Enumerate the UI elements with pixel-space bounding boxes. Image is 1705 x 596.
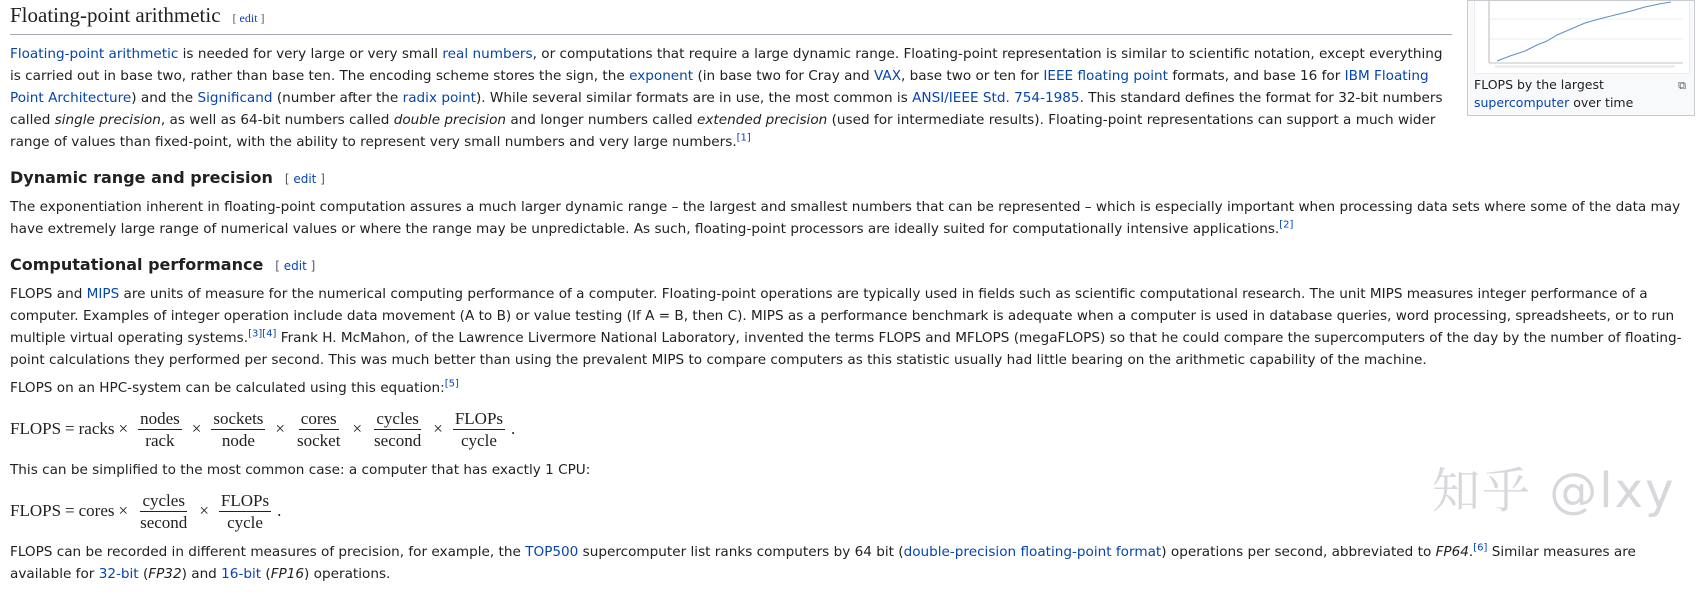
thumbnail-caption: FLOPS by the largest supercomputer over time	[1474, 77, 1634, 110]
paragraph-equation-intro: FLOPS on an HPC-system can be calculated using this equation:[5]	[10, 378, 459, 396]
ref-5[interactable]: [5]	[444, 378, 459, 390]
edit-link[interactable]: edit	[283, 259, 307, 273]
ibm-link[interactable]: IBM Floating Point Architecture	[10, 68, 1429, 106]
radix-link[interactable]: radix point	[402, 90, 476, 106]
ref-2[interactable]: [2]	[1279, 219, 1294, 231]
ieee-link[interactable]: IEEE floating point	[1043, 68, 1168, 84]
ansi-link[interactable]: ANSI/IEEE Std. 754-1985	[912, 90, 1080, 106]
32bit-link[interactable]: 32-bit	[98, 566, 139, 582]
heading-performance: Computational performance [ edit ]	[10, 255, 316, 274]
fpa-link[interactable]: Floating-point arithmetic	[10, 46, 179, 62]
paragraph-performance: FLOPS and MIPS are units of measure for the numerical computing performance of a computer. Floating-point operations are typically used in fields such as scientific computational research. The unit MIPS measures integer performance of a computer. Examples of integer operation include data movement (A to B) or value testing (If A = B, then C). MIPS as a performance benchmark is adequate when a computer is used in database queries, word processing, spreadsheets, or to run multiple virtual operating systems.[3][4] Frank H. McMahon, of the Lawrence Livermore National Laboratory, invented the terms FLOPS and MFLOPS (megaFLOPS) so that he could compare the supercomputers of the day by the number of floating-point calculations they performed per second. This was much better than using the prevalent MIPS to compare computers as this statistic usually had little bearing on the arithmetic capability of the machine.	[10, 286, 1682, 368]
edit-link[interactable]: edit	[239, 11, 258, 25]
top500-link[interactable]: TOP500	[525, 544, 579, 560]
heading-dynamic-range: Dynamic range and precision [ edit ]	[10, 168, 325, 187]
flops-equation-full: FLOPS = racks × $\frac{\text{nodes}}{\text{rack}}$ × $\frac{\text{sockets}}{\text{node}}$ × $\frac{\text{cores}}{\text{socket}}$ × $\frac{\text{cycles}}{\text{second}}$ × $\frac{\text{FLOPs}}{\text{cycle}}$ .	[10, 408, 516, 450]
watermark: 知乎 @lxy	[1432, 463, 1676, 519]
section-heading: Floating-point arithmetic [ edit ]	[10, 2, 1452, 35]
paragraph-simplified: This can be simplified to the most common case: a computer that has exactly 1 CPU:	[10, 462, 591, 478]
exponent-link[interactable]: exponent	[629, 68, 694, 84]
mips-link[interactable]: MIPS	[86, 286, 120, 302]
paragraph-precision: FLOPS can be recorded in different measures of precision, for example, the TOP500 supercomputer list ranks computers by 64 bit (double-precision floating-point format) operations per second, abbreviated to FP64.[6] Similar measures are available for 32-bit (FP32) and 16-bit (FP16) operations.	[10, 542, 1636, 582]
ref-1[interactable]: [1]	[736, 132, 751, 144]
magnify-icon[interactable]: ⧉	[1678, 79, 1686, 92]
real-numbers-link[interactable]: real numbers	[442, 46, 533, 62]
flops-equation-simple: FLOPS = cores × $\frac{\text{cycles}}{\text{second}}$ × $\frac{\text{FLOPs}}{\text{cycle}}$ .	[10, 490, 282, 532]
ref-6[interactable]: [6]	[1473, 542, 1488, 554]
edit-link[interactable]: edit	[293, 172, 317, 186]
paragraph-dynamic-range: The exponentiation inherent in floating-point computation assures a much larger dynamic range – the largest and smallest numbers that can be represented – which is especially important when processing data sets where some of the data may have extremely large range of numerical values or where the range may be unpredictable. As such, floating-point processors are ideally suited for computationally intensive applications.[2]	[10, 199, 1681, 237]
ref-3[interactable]: [3]	[248, 328, 263, 340]
16bit-link[interactable]: 16-bit	[221, 566, 262, 582]
double-precision-link[interactable]: double-precision floating-point format	[903, 544, 1162, 560]
vax-link[interactable]: VAX	[873, 68, 902, 84]
supercomputer-link[interactable]: supercomputer	[1474, 95, 1570, 110]
ref-4[interactable]: [4]	[262, 328, 277, 340]
paragraph-intro: Floating-point arithmetic is needed for very large or very small real numbers, or computations that require a large dynamic range. Floating-point representation is similar to scientific notation, except everything is carried out in base two, rather than base ten. The encoding scheme stores the sign, the exponent (in base two for Cray and VAX, base two or ten for IEEE floating point formats, and base 16 for IBM Floating Point Architecture) and the Significand (number after the radix point). While several similar formats are in use, the most common is ANSI/IEEE Std. 754-1985. This standard defines the format for 32-bit numbers called single precision, as well as 64-bit numbers called double precision and longer numbers called extended precision (used for intermediate results). Floating-point representations can support a much wider range of values than fixed-point, with the ability to represent very small numbers and very large numbers.[1]	[10, 46, 1443, 150]
significand-link[interactable]: Significand	[197, 90, 273, 106]
